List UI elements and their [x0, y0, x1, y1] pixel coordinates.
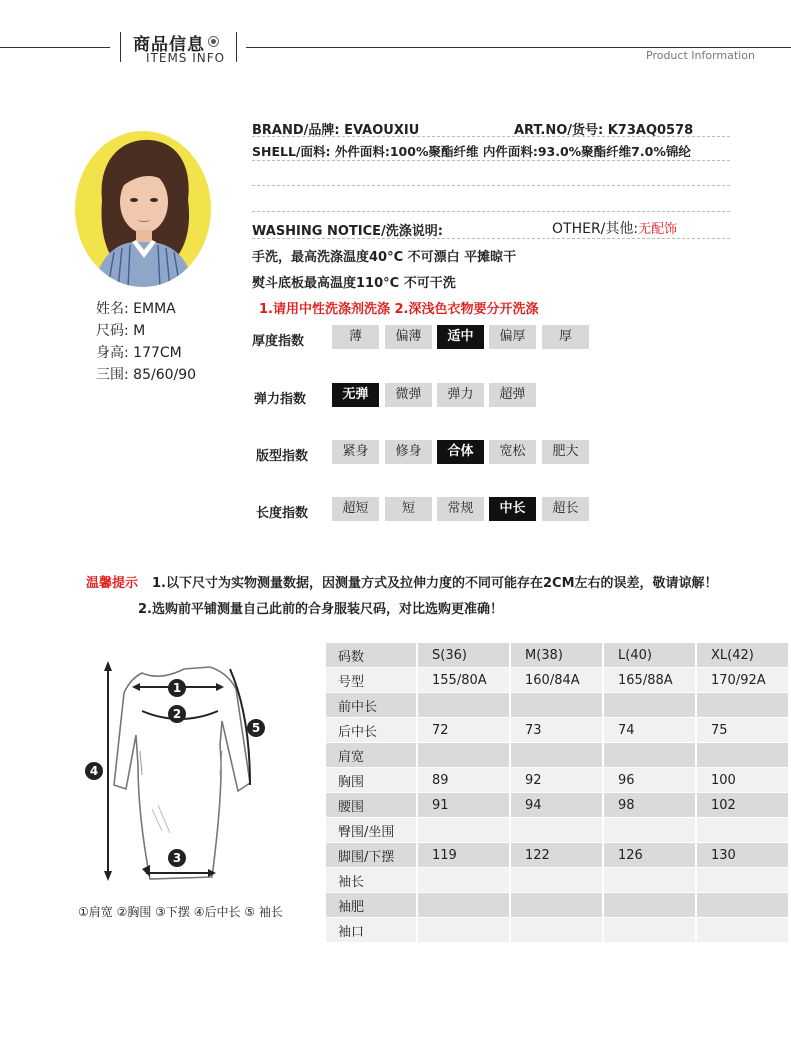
row-label: 胸围	[326, 768, 418, 793]
target-icon	[208, 36, 219, 47]
row-label: 肩宽	[326, 743, 418, 768]
table-cell	[604, 743, 697, 768]
table-cell	[697, 818, 790, 843]
table-cell	[511, 818, 604, 843]
index-chip-selected: 中长	[489, 497, 536, 521]
table-cell: 160/84A	[511, 668, 604, 693]
index-chip: 常规	[437, 497, 484, 521]
table-cell: M(38)	[511, 643, 604, 668]
table-cell	[697, 918, 790, 943]
row-label: 后中长	[326, 718, 418, 743]
table-cell	[418, 693, 511, 718]
table-cell: 102	[697, 793, 790, 818]
table-cell: 165/88A	[604, 668, 697, 693]
table-cell: 75	[697, 718, 790, 743]
row-label: 袖口	[326, 918, 418, 943]
measurement-diagram	[80, 655, 280, 885]
index-chip: 短	[385, 497, 432, 521]
index-chip-selected: 适中	[437, 325, 484, 349]
marker-3: 3	[168, 849, 186, 867]
row-label: 腰围	[326, 793, 418, 818]
table-cell	[418, 818, 511, 843]
table-cell: 94	[511, 793, 604, 818]
table-cell	[604, 918, 697, 943]
index-label: 版型指数	[256, 449, 309, 464]
row-label: 臀围/坐围	[326, 818, 418, 843]
table-cell	[418, 868, 511, 893]
header-title-en: ITEMS INFO	[146, 51, 226, 65]
other-label-text: OTHER/其他:	[552, 221, 639, 237]
index-label: 弹力指数	[254, 392, 307, 407]
index-chip: 偏薄	[385, 325, 432, 349]
other-value: 无配饰	[638, 222, 678, 237]
table-row	[326, 893, 790, 918]
index-chip: 肥大	[542, 440, 589, 464]
index-chip: 薄	[332, 325, 379, 349]
header-line-right	[246, 47, 791, 48]
diagram-legend: ①肩宽 ②胸围 ③下摆 ④后中长 ⑤ 袖长	[78, 905, 283, 919]
table-cell	[604, 893, 697, 918]
art-no-text: ART.NO/货号: K73AQ0578	[514, 123, 694, 138]
table-cell	[697, 743, 790, 768]
header-line-left	[0, 47, 110, 48]
index-chip: 紧身	[332, 440, 379, 464]
row-label: 前中长	[326, 693, 418, 718]
table-row	[326, 768, 790, 793]
wash-line-2: 熨斗底板最高温度110°C 不可干洗	[252, 276, 456, 291]
index-chip: 偏厚	[489, 325, 536, 349]
header-right-label: Product Information	[646, 49, 755, 62]
table-cell: 73	[511, 718, 604, 743]
table-row	[326, 918, 790, 943]
header-title-cn: 商品信息	[133, 35, 205, 55]
brand-text: BRAND/品牌: EVAOUXIU	[252, 123, 420, 138]
index-chip: 微弹	[385, 383, 432, 407]
table-cell: 96	[604, 768, 697, 793]
table-cell: 170/92A	[697, 668, 790, 693]
table-cell: 98	[604, 793, 697, 818]
table-row	[326, 743, 790, 768]
wash-note: 1.请用中性洗涤剂洗涤 2.深浅色衣物要分开洗涤	[259, 302, 539, 317]
marker-2: 2	[168, 705, 186, 723]
table-row	[326, 668, 790, 693]
header-divider-right	[236, 32, 237, 62]
index-chip: 超短	[332, 497, 379, 521]
table-cell: 100	[697, 768, 790, 793]
table-cell: 122	[511, 843, 604, 868]
table-cell	[418, 893, 511, 918]
row-label: 袖肥	[326, 893, 418, 918]
table-cell	[511, 868, 604, 893]
table-cell: 74	[604, 718, 697, 743]
model-portrait	[74, 130, 212, 288]
index-chip: 弹力	[437, 383, 484, 407]
size-table	[326, 643, 790, 943]
table-cell	[511, 918, 604, 943]
index-chip: 修身	[385, 440, 432, 464]
wash-line-1: 手洗，最高洗涤温度40°C 不可漂白 平摊晾干	[252, 250, 517, 265]
divider-dashed	[252, 136, 730, 137]
row-label: 脚围/下摆	[326, 843, 418, 868]
row-label: 号型	[326, 668, 418, 693]
table-cell: 72	[418, 718, 511, 743]
table-cell	[697, 868, 790, 893]
table-cell: 130	[697, 843, 790, 868]
table-cell: 126	[604, 843, 697, 868]
divider-dashed	[252, 211, 730, 212]
table-cell	[604, 818, 697, 843]
table-cell: 92	[511, 768, 604, 793]
table-cell	[511, 893, 604, 918]
table-cell	[604, 868, 697, 893]
index-chip: 超弹	[489, 383, 536, 407]
model-photo-image	[74, 130, 212, 288]
index-chip: 超长	[542, 497, 589, 521]
table-row	[326, 818, 790, 843]
table-cell	[604, 693, 697, 718]
table-cell	[418, 918, 511, 943]
table-cell	[697, 693, 790, 718]
index-chip: 厚	[542, 325, 589, 349]
divider-dashed	[252, 238, 730, 239]
index-chip-selected: 合体	[437, 440, 484, 464]
table-cell	[418, 743, 511, 768]
marker-4: 4	[85, 762, 103, 780]
table-cell	[511, 743, 604, 768]
row-label: 码数	[326, 643, 418, 668]
divider-dashed	[252, 160, 730, 161]
model-size: 尺码: M	[96, 323, 146, 339]
index-label: 厚度指数	[252, 334, 305, 349]
model-measurements: 三围: 85/60/90	[96, 367, 197, 383]
header-divider-left	[120, 32, 121, 62]
table-cell	[697, 893, 790, 918]
table-row	[326, 693, 790, 718]
model-name: 姓名: EMMA	[96, 301, 176, 317]
index-chip-selected: 无弹	[332, 383, 379, 407]
marker-5: 5	[247, 719, 265, 737]
table-header-row	[326, 643, 790, 668]
table-cell: 155/80A	[418, 668, 511, 693]
table-cell: S(36)	[418, 643, 511, 668]
washing-label: WASHING NOTICE/洗涤说明:	[252, 224, 443, 239]
table-cell: 91	[418, 793, 511, 818]
row-label: 袖长	[326, 868, 418, 893]
table-row	[326, 718, 790, 743]
other-label	[552, 218, 677, 238]
table-cell: L(40)	[604, 643, 697, 668]
table-row	[326, 868, 790, 893]
table-row	[326, 843, 790, 868]
index-label: 长度指数	[256, 506, 309, 521]
table-row	[326, 793, 790, 818]
table-cell: 119	[418, 843, 511, 868]
tips-label: 温馨提示	[86, 576, 139, 591]
divider-dashed	[252, 185, 730, 186]
shell-text: SHELL/面料: 外件面料:100%聚酯纤维 内件面料:93.0%聚酯纤维7.0%锦纶	[252, 144, 691, 159]
table-cell: XL(42)	[697, 643, 790, 668]
index-chip: 宽松	[489, 440, 536, 464]
tips-line-1: 1.以下尺寸为实物测量数据，因测量方式及拉伸力度的不同可能存在2CM左右的误差，敬请谅解！	[152, 576, 718, 591]
marker-1: 1	[168, 679, 186, 697]
model-height: 身高: 177CM	[96, 345, 182, 361]
table-cell	[511, 693, 604, 718]
table-cell: 89	[418, 768, 511, 793]
tips-line-2: 2.选购前平铺测量自己此前的合身服装尺码，对比选购更准确！	[138, 602, 503, 617]
